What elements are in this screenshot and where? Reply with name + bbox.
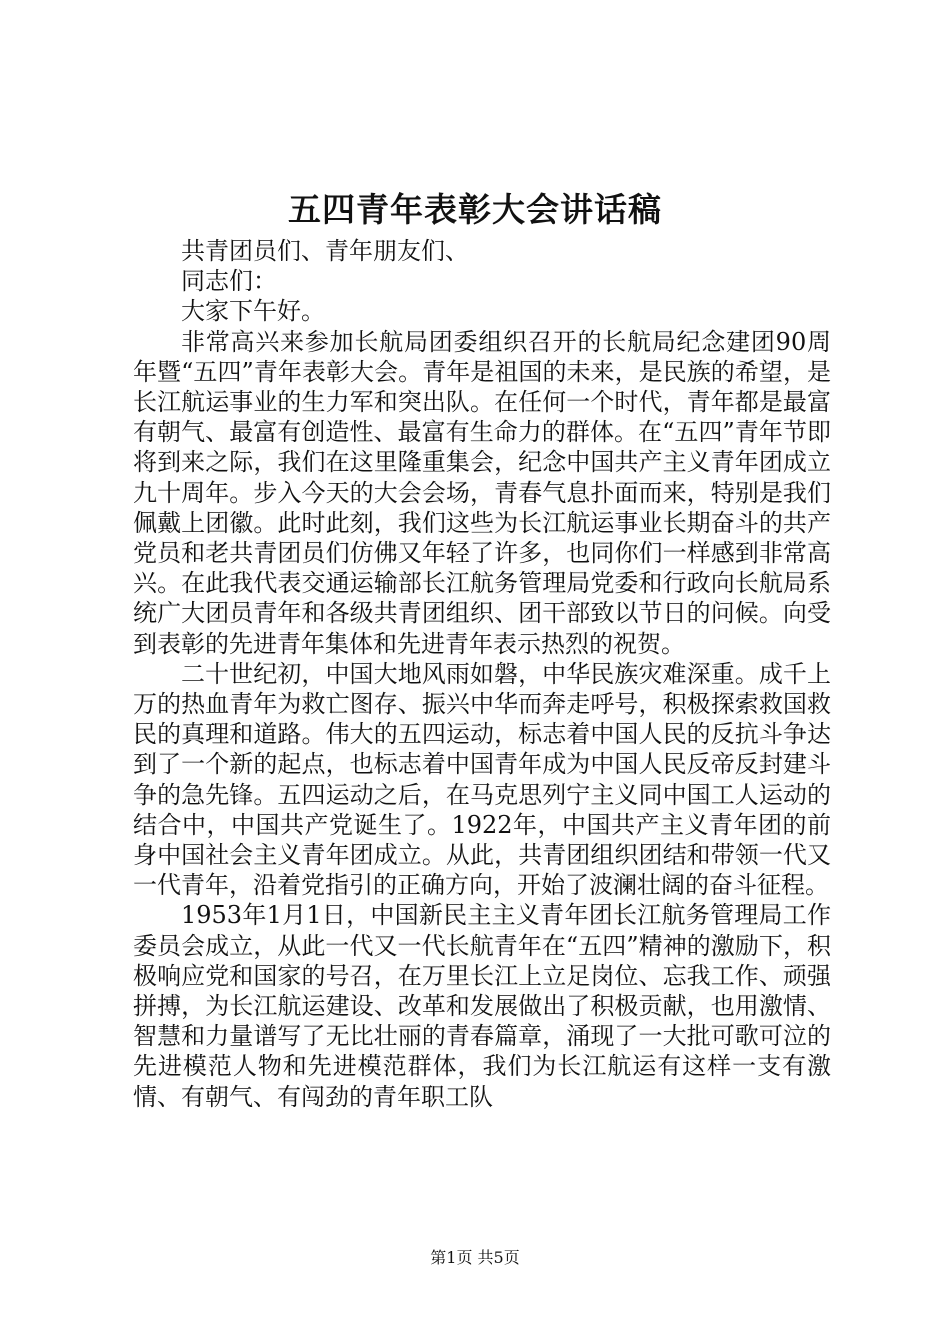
document-body <box>133 236 831 1112</box>
body-paragraph: 1953年1月1日，中国新民主主义青年团长江航务管理局工作委员会成立，从此一代又一代长航青年在“五四”精神的激励下，积极响应党和国家的号召，在万里长江上立足岗位、忘我工作、顽强拼搏，为长江航运建设、改革和发展做出了积极贡献，也用激情、智慧和力量谱写了无比壮丽的青春篇章，涌现了一大批可歌可泣的先进模范人物和先进模范群体，我们为长江航运有这样一支有激情、有朝气、有闯劲的青年职工队 <box>133 901 831 1111</box>
body-paragraph: 二十世纪初，中国大地风雨如磐，中华民族灾难深重。成千上万的热血青年为救亡图存、振兴中华而奔走呼号，积极探索救国救民的真理和道路。伟大的五四运动，标志着中国人民的反抗斗争达到了一个新的起点，也标志着中国青年成为中国人民反帝反封建斗争的急先锋。五四运动之后，在马克思列宁主义同中国工人运动的结合中，中国共产党诞生了。1922年，中国共产主义青年团的前身中国社会主义青年团成立。从此，共青团组织团结和带领一代又一代青年，沿着党指引的正确方向，开始了波澜壮阔的奋斗征程。 <box>133 659 831 900</box>
greeting-line: 大家下午好。 <box>181 297 325 326</box>
body-paragraph: 非常高兴来参加长航局团委组织召开的长航局纪念建团90周年暨“五四”青年表彰大会。青年是祖国的未来，是民族的希望，是长江航运事业的生力军和突出队。在任何一个时代，青年都是最富有朝气、最富有创造性、最富有生命力的群体。在“五四”青年节即将到来之际，我们在这里隆重集会，纪念中国共产主义青年团成立九十周年。步入今天的大会会场，青春气息扑面而来，特别是我们佩戴上团徽。此时此刻，我们这些为长江航运事业长期奋斗的共产党员和老共青团员们仿佛又年轻了许多，也同你们一样感到非常高兴。在此我代表交通运输部长江航务管理局党委和行政向长航局系统广大团员青年和各级共青团组织、团干部致以节日的问候。向受到表彰的先进青年集体和先进青年表示热烈的祝贺。 <box>133 327 831 658</box>
salutation-line-2: 同志们： <box>181 267 277 296</box>
page-footer: 第1页 共5页 <box>430 1248 520 1267</box>
salutation-line-1: 共青团员们、青年朋友们、 <box>181 237 469 265</box>
document-title: 五四青年表彰大会讲话稿 <box>288 190 662 229</box>
